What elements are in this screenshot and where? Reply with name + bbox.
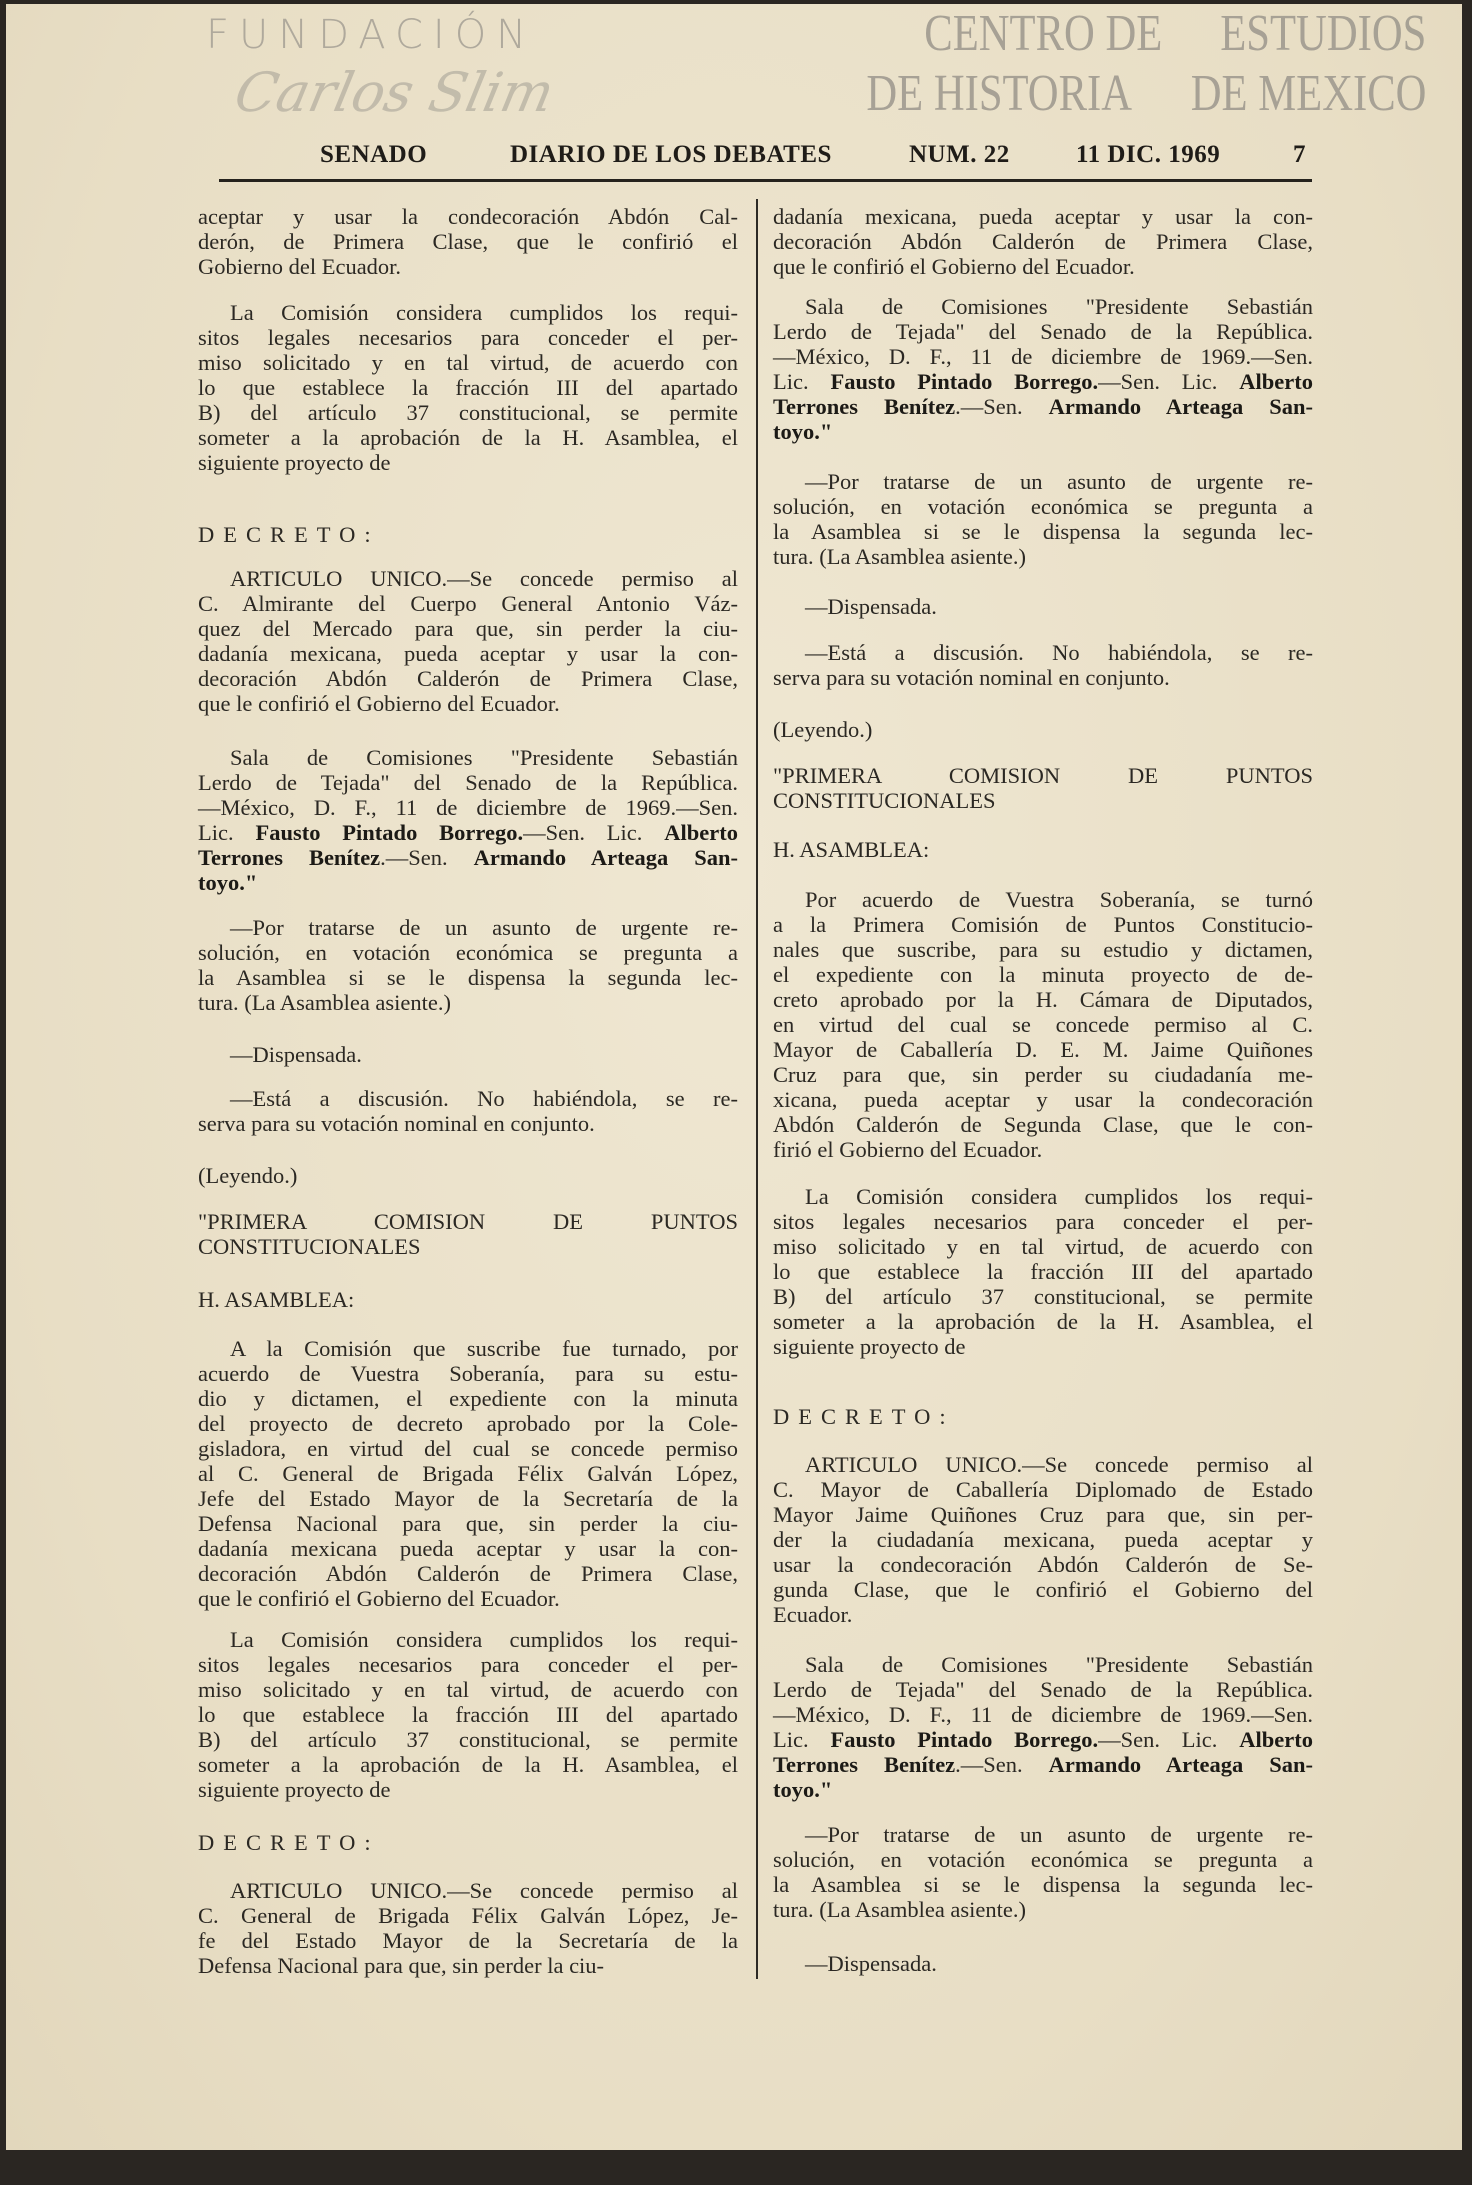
text-line: DECRETO: — [198, 522, 380, 547]
text-line: ARTICULO UNICO.—Se concede permiso al — [230, 1878, 738, 1903]
paragraph — [773, 1951, 1313, 1976]
text-line: que le confirió el Gobierno del Ecuador. — [198, 1586, 560, 1611]
text-line: H. ASAMBLEA: — [773, 837, 930, 862]
paragraph — [198, 1830, 738, 1855]
text-line: —Dispensada. — [230, 1042, 362, 1067]
text-line: —México, D. F., 11 de diciembre de 1969.—Sen. — [773, 1702, 1313, 1727]
paragraph — [198, 204, 738, 279]
text-line: la Asamblea si se le dispensa la segunda lec- — [773, 519, 1313, 544]
text-line: siguiente proyecto de — [773, 1334, 966, 1359]
bold-name: toyo." — [773, 1777, 833, 1802]
paragraph — [773, 1184, 1313, 1359]
text-line: Abdón Calderón de Segunda Clase, que le con- — [773, 1112, 1313, 1137]
paragraph — [773, 640, 1313, 690]
text-line: miso solicitado y en tal virtud, de acuerdo con — [198, 1677, 738, 1702]
paragraph — [773, 887, 1313, 1162]
text-line: der la ciudadanía mexicana, pueda aceptar y — [773, 1527, 1313, 1552]
paragraph — [773, 204, 1313, 279]
text-line: siguiente proyecto de — [198, 1777, 391, 1802]
text-line: B) del artículo 37 constitucional, se permite — [198, 400, 738, 425]
paragraph — [198, 1042, 738, 1067]
text-line: —Por tratarse de un asunto de urgente re- — [805, 469, 1313, 494]
text-line: Lerdo de Tejada" del Senado de la República. — [773, 1677, 1313, 1702]
text-line: el expediente con la minuta proyecto de de- — [773, 962, 1313, 987]
text-line: aceptar y usar la condecoración Abdón Cal- — [198, 204, 738, 229]
text-line: miso solicitado y en tal virtud, de acuerdo con — [198, 350, 738, 375]
text-segment: Lic. — [198, 820, 256, 845]
text-line: C. Mayor de Caballería Diplomado de Estado — [773, 1477, 1313, 1502]
text-line: tura. (La Asamblea asiente.) — [773, 544, 1027, 569]
text-line: "PRIMERA COMISION DE PUNTOS — [198, 1209, 738, 1234]
paragraph — [198, 1209, 738, 1259]
text-line: someter a la aprobación de la H. Asamblea, el — [198, 425, 738, 450]
text-line: solución, en votación económica se pregunta a — [198, 940, 738, 965]
text-line: firió el Gobierno del Ecuador. — [773, 1137, 1043, 1162]
bold-name: Armando Arteaga San- — [1048, 394, 1314, 419]
text-line: —Dispensada. — [805, 1951, 937, 1976]
text-line: "PRIMERA COMISION DE PUNTOS — [773, 763, 1313, 788]
text-line: sitos legales necesarios para conceder el per- — [198, 325, 738, 350]
text-line: en virtud del cual se concede permiso al C. — [773, 1012, 1313, 1037]
text-line: C. General de Brigada Félix Galván López, Je- — [198, 1903, 738, 1928]
text-line: (Leyendo.) — [198, 1163, 298, 1188]
bold-name: Alberto — [664, 820, 738, 845]
text-line: del proyecto de decreto aprobado por la Cole- — [198, 1411, 738, 1436]
text-line — [773, 1777, 1313, 1802]
text-line: miso solicitado y en tal virtud, de acuerdo con — [773, 1234, 1313, 1259]
text-line: usar la condecoración Abdón Calderón de Se- — [773, 1552, 1313, 1577]
text-line: decoración Abdón Calderón de Primera Clase, — [773, 229, 1313, 254]
paragraph — [773, 469, 1313, 569]
text-line: solución, en votación económica se pregunta a — [773, 494, 1313, 519]
text-line: lo que establece la fracción III del apartado — [198, 1702, 738, 1727]
text-line: ARTICULO UNICO.—Se concede permiso al — [230, 566, 738, 591]
text-line: gisladora, en virtud del cual se concede permiso — [198, 1436, 738, 1461]
text-line: La Comisión considera cumplidos los requi- — [230, 300, 738, 325]
watermark-foundation: FUNDACIÓN — [206, 12, 537, 58]
text-line: —México, D. F., 11 de diciembre de 1969.—Sen. — [773, 344, 1313, 369]
text-line: tura. (La Asamblea asiente.) — [773, 1897, 1027, 1922]
text-line: DECRETO: — [198, 1830, 380, 1855]
text-line: —Está a discusión. No habiéndola, se re- — [230, 1086, 738, 1111]
header-rule — [219, 179, 1312, 182]
text-line — [773, 419, 1313, 444]
paragraph — [773, 294, 1313, 444]
paragraph — [198, 300, 738, 475]
header-page-number: 7 — [1293, 141, 1306, 168]
text-line: Mayor Jaime Quiñones Cruz para que, sin per- — [773, 1502, 1313, 1527]
text-line: La Comisión considera cumplidos los requi- — [230, 1627, 738, 1652]
text-segment: .—Sen. — [955, 1752, 1049, 1777]
watermark-line: CENTRO DE — [923, 5, 1162, 62]
text-line: que le confirió el Gobierno del Ecuador. — [198, 691, 560, 716]
text-line: quez del Mercado para que, sin perder la ciu- — [198, 616, 738, 641]
paragraph — [198, 1336, 738, 1611]
text-line: dio y dictamen, el expediente con la minuta — [198, 1386, 738, 1411]
text-line: decoración Abdón Calderón de Primera Clase, — [198, 666, 738, 691]
watermark-line: ESTUDIOS — [1219, 5, 1426, 62]
header-chamber: SENADO — [320, 141, 428, 168]
text-line: —Por tratarse de un asunto de urgente re- — [230, 915, 738, 940]
text-line: sitos legales necesarios para conceder el per- — [198, 1652, 738, 1677]
text-line: Gobierno del Ecuador. — [198, 254, 402, 279]
watermark-line: DE MEXICO — [1190, 65, 1426, 122]
text-line — [198, 845, 738, 870]
bold-name: Armando Arteaga San- — [1048, 1752, 1314, 1777]
text-line: C. Almirante del Cuerpo General Antonio Váz- — [198, 591, 738, 616]
paragraph — [198, 1086, 738, 1136]
text-line: fe del Estado Mayor de la Secretaría de la — [198, 1928, 738, 1953]
paragraph — [198, 1163, 738, 1188]
text-line: serva para su votación nominal en conjunto. — [773, 665, 1170, 690]
text-line: Por acuerdo de Vuestra Soberanía, se turnó — [805, 887, 1313, 912]
text-line: sitos legales necesarios para conceder el per- — [773, 1209, 1313, 1234]
text-line: dadanía mexicana pueda aceptar y usar la con- — [198, 1536, 738, 1561]
text-line — [198, 870, 738, 895]
bold-name: toyo." — [773, 419, 833, 444]
text-line: Mayor de Caballería D. E. M. Jaime Quiñones — [773, 1037, 1313, 1062]
paragraph — [198, 522, 738, 547]
text-line — [773, 1727, 1313, 1752]
text-line: someter a la aprobación de la H. Asamblea, el — [773, 1309, 1313, 1334]
text-segment: .—Sen. — [380, 845, 474, 870]
paragraph — [773, 594, 1313, 619]
bold-name: Alberto — [1239, 1727, 1313, 1752]
text-line: siguiente proyecto de — [198, 450, 391, 475]
paragraph — [198, 1878, 738, 1978]
watermark-line: DE HISTORIA — [866, 65, 1132, 122]
paragraph — [198, 1627, 738, 1802]
text-line: —México, D. F., 11 de diciembre de 1969.—Sen. — [198, 795, 738, 820]
paragraph — [198, 1287, 738, 1312]
text-line — [773, 394, 1313, 419]
text-segment: —Sen. Lic. — [1098, 1727, 1240, 1752]
text-line: tura. (La Asamblea asiente.) — [198, 990, 452, 1015]
paragraph — [773, 1822, 1313, 1922]
text-line — [773, 369, 1313, 394]
header-date: 11 DIC. 1969 — [1076, 141, 1221, 168]
bold-name: Armando Arteaga San- — [473, 845, 739, 870]
paragraph — [773, 763, 1313, 813]
text-line: Jefe del Estado Mayor de la Secretaría de la — [198, 1486, 738, 1511]
text-line: creto aprobado por la H. Cámara de Diputados, — [773, 987, 1313, 1012]
text-line: nales que suscribe, para su estudio y dictamen, — [773, 937, 1313, 962]
text-line: Defensa Nacional para que, sin perder la ciu- — [198, 1511, 738, 1536]
paragraph — [198, 566, 738, 716]
text-line: (Leyendo.) — [773, 717, 873, 742]
text-segment: —Sen. Lic. — [523, 820, 665, 845]
text-line: —Está a discusión. No habiéndola, se re- — [805, 640, 1313, 665]
text-line: lo que establece la fracción III del apartado — [198, 375, 738, 400]
text-line: —Dispensada. — [805, 594, 937, 619]
text-line: acuerdo de Vuestra Soberanía, para su estu- — [198, 1361, 738, 1386]
text-line: A la Comisión que suscribe fue turnado, por — [230, 1336, 738, 1361]
text-line: Sala de Comisiones "Presidente Sebastián — [805, 294, 1313, 319]
header-number: NUM. 22 — [909, 141, 1010, 168]
text-line: Sala de Comisiones "Presidente Sebastián — [805, 1652, 1313, 1677]
text-line: que le confirió el Gobierno del Ecuador. — [773, 254, 1135, 279]
header-publication: DIARIO DE LOS DEBATES — [510, 141, 832, 168]
paragraph — [198, 745, 738, 895]
text-line: CONSTITUCIONALES — [198, 1234, 421, 1259]
text-line: Lerdo de Tejada" del Senado de la República. — [773, 319, 1313, 344]
bold-name: Terrones Benítez — [198, 845, 381, 870]
paragraph — [198, 915, 738, 1015]
text-line: a la Primera Comisión de Puntos Constitucio- — [773, 912, 1313, 937]
paragraph — [773, 1652, 1313, 1802]
text-line — [773, 1752, 1313, 1777]
text-line: B) del artículo 37 constitucional, se permite — [198, 1727, 738, 1752]
text-line: Lerdo de Tejada" del Senado de la República. — [198, 770, 738, 795]
column-divider — [756, 199, 758, 1979]
text-line: la Asamblea si se le dispensa la segunda lec- — [773, 1872, 1313, 1897]
text-line: La Comisión considera cumplidos los requi- — [805, 1184, 1313, 1209]
paragraph — [773, 837, 1313, 862]
scanned-page — [6, 4, 1462, 2150]
paragraph — [773, 1404, 1313, 1429]
text-segment: Lic. — [773, 1727, 831, 1752]
text-line: al C. General de Brigada Félix Galván López, — [198, 1461, 738, 1486]
text-line: someter a la aprobación de la H. Asamblea, el — [198, 1752, 738, 1777]
bold-name: Terrones Benítez — [773, 394, 956, 419]
text-line: Cruz para que, sin perder su ciudadanía me- — [773, 1062, 1313, 1087]
text-line: decoración Abdón Calderón de Primera Clase, — [198, 1561, 738, 1586]
text-line: lo que establece la fracción III del apartado — [773, 1259, 1313, 1284]
text-line: gunda Clase, que le confirió el Gobierno del — [773, 1577, 1313, 1602]
text-segment: —Sen. Lic. — [1098, 369, 1240, 394]
text-segment: .—Sen. — [955, 394, 1049, 419]
bold-name: Fausto Pintado Borrego. — [830, 369, 1099, 394]
text-line: dadanía mexicana, pueda aceptar y usar la con- — [773, 204, 1313, 229]
text-line: Sala de Comisiones "Presidente Sebastián — [230, 745, 738, 770]
text-line: CONSTITUCIONALES — [773, 788, 996, 813]
watermark-signature: Carlos Slim — [229, 61, 560, 124]
text-line — [198, 820, 738, 845]
text-line: xicana, pueda aceptar y usar la condecoración — [773, 1087, 1313, 1112]
bold-name: toyo." — [198, 870, 258, 895]
text-line: DECRETO: — [773, 1404, 955, 1429]
bold-name: Fausto Pintado Borrego. — [830, 1727, 1099, 1752]
text-line: B) del artículo 37 constitucional, se permite — [773, 1284, 1313, 1309]
paragraph — [773, 717, 1313, 742]
bold-name: Terrones Benítez — [773, 1752, 956, 1777]
text-line: Defensa Nacional para que, sin perder la ciu- — [198, 1953, 605, 1978]
text-line: ARTICULO UNICO.—Se concede permiso al — [805, 1452, 1313, 1477]
text-line: dadanía mexicana, pueda aceptar y usar la con- — [198, 641, 738, 666]
text-line: la Asamblea si se le dispensa la segunda lec- — [198, 965, 738, 990]
text-line: H. ASAMBLEA: — [198, 1287, 355, 1312]
text-line: Ecuador. — [773, 1602, 853, 1627]
text-line: derón, de Primera Clase, que le confirió el — [198, 229, 738, 254]
bold-name: Fausto Pintado Borrego. — [255, 820, 524, 845]
text-line: solución, en votación económica se pregunta a — [773, 1847, 1313, 1872]
text-line: serva para su votación nominal en conjunto. — [198, 1111, 595, 1136]
text-line: —Por tratarse de un asunto de urgente re- — [805, 1822, 1313, 1847]
bold-name: Alberto — [1239, 369, 1313, 394]
text-segment: Lic. — [773, 369, 831, 394]
paragraph — [773, 1452, 1313, 1627]
